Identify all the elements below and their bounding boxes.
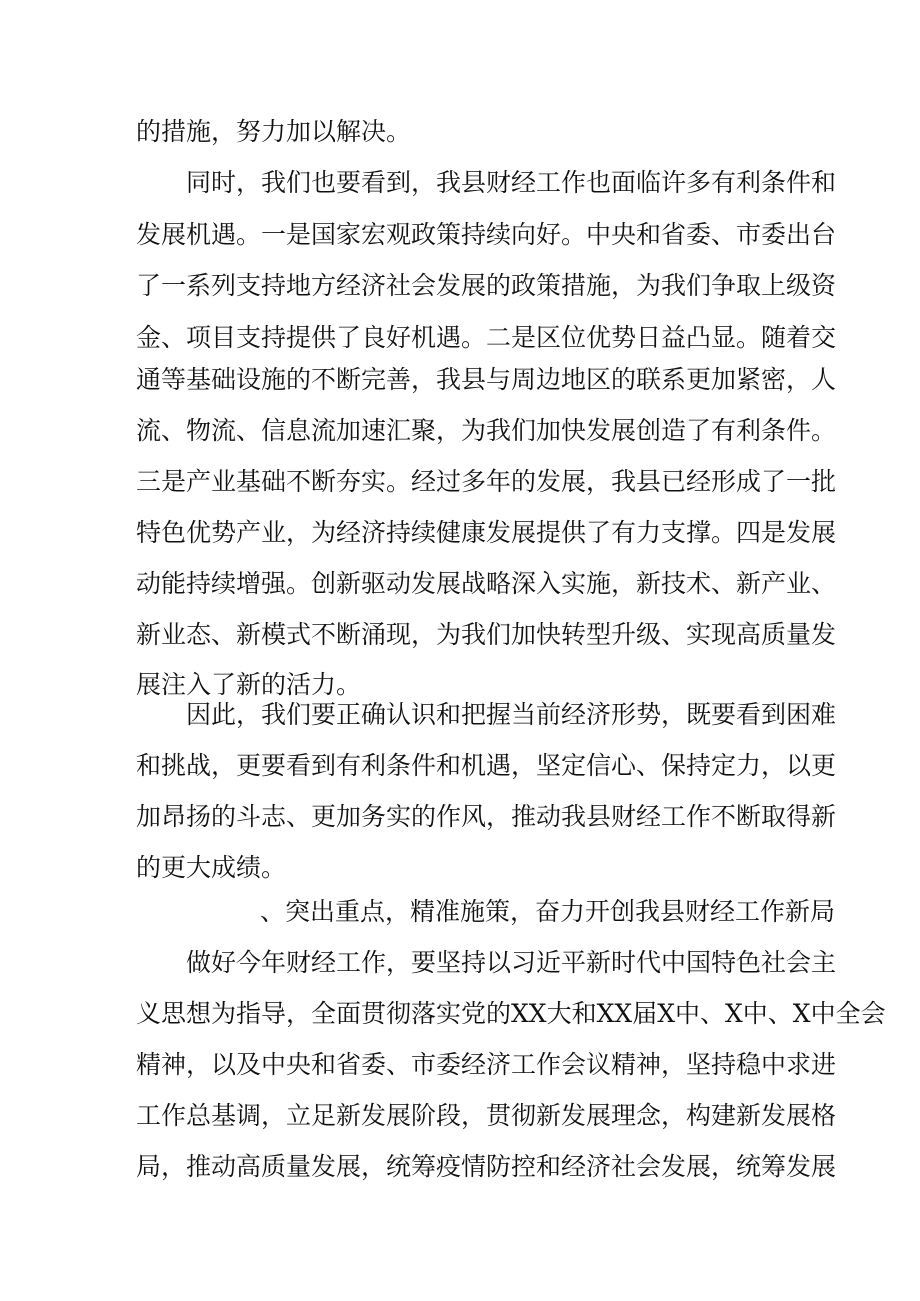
text-line: 发展机遇。一是国家宏观政策持续向好。中央和省委、市委出台	[136, 220, 837, 249]
text-line: 的措施，努力加以解决。	[136, 117, 412, 146]
text-line: 义思想为指导，全面贯彻落实党的XX大和XX届X中、X中、X中全会	[136, 999, 886, 1028]
text-line: 了一系列支持地方经济社会发展的政策措施，为我们争取上级资	[136, 271, 837, 300]
text-line: 三是产业基础不断夯实。经过多年的发展，我县已经形成了一批	[136, 467, 837, 496]
text-line: 加昂扬的斗志、更加务实的作风，推动我县财经工作不断取得新	[136, 802, 837, 831]
text-line: 动能持续增强。创新驱动发展战略深入实施，新技术、新产业、	[136, 569, 837, 598]
text-line: 的更大成绩。	[136, 853, 287, 882]
text-line: 新业态、新模式不断涌现，为我们加快转型升级、实现高质量发	[136, 620, 837, 649]
text-line: 流、物流、信息流加速汇聚，为我们加快发展创造了有利条件。	[136, 416, 837, 445]
text-line: 和挑战，更要看到有利条件和机遇，坚定信心、保持定力，以更	[136, 751, 837, 780]
section-heading: 、突出重点，精准施策，奋力开创我县财经工作新局	[260, 897, 836, 926]
text-line: 展注入了新的活力。	[136, 670, 362, 699]
paragraph-first-line: 因此，我们要正确认识和把握当前经济形势，既要看到困难	[186, 700, 837, 729]
text-line: 工作总基调，立足新发展阶段，贯彻新发展理念，构建新发展格	[136, 1101, 837, 1130]
text-line: 局，推动高质量发展，统筹疫情防控和经济社会发展，统筹发展	[136, 1152, 837, 1181]
text-line: 精神，以及中央和省委、市委经济工作会议精神，坚持稳中求进	[136, 1050, 837, 1079]
paragraph-first-line: 做好今年财经工作，要坚持以习近平新时代中国特色社会主	[186, 948, 837, 977]
paragraph-first-line: 同时，我们也要看到，我县财经工作也面临许多有利条件和	[186, 168, 837, 197]
text-line: 通等基础设施的不断完善，我县与周边地区的联系更加紧密，人	[136, 365, 837, 394]
text-line: 特色优势产业，为经济持续健康发展提供了有力支撑。四是发展	[136, 518, 837, 547]
text-line: 金、项目支持提供了良好机遇。二是区位优势日益凸显。随着交	[136, 323, 837, 352]
